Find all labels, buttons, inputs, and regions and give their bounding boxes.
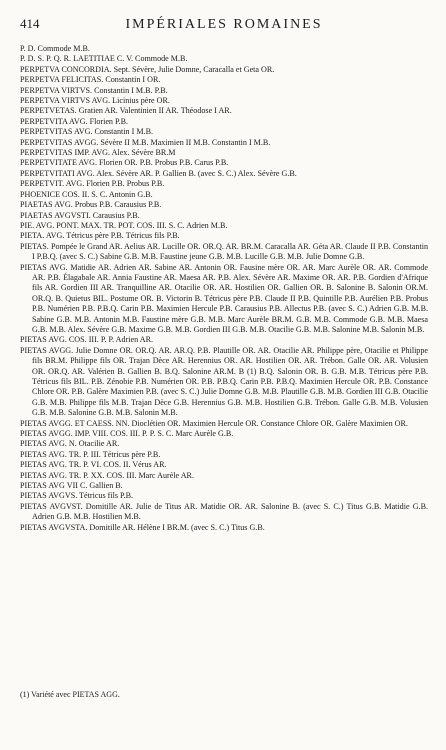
- footnote: (1) Variété avec PIETAS AGG.: [20, 690, 120, 699]
- running-title: IMPÉRIALES ROMAINES: [125, 17, 323, 32]
- legend-entry: PERPETVIT. AVG. Florien P.B. Probus P.B.: [20, 179, 165, 189]
- legend-entry: PERPETVITATE AVG. Florien OR. P.B. Probus P.B. Carus P.B.: [20, 158, 229, 168]
- legend-entry: PERPETVITATI AVG. Alex. Sévère AR. P. Gallien B. (avec S. C.) Alex. Sévère G.B.: [20, 168, 297, 178]
- legend-entry: PIETA. AVG. Tétricus père P.B. Tétricus fils P.B.: [20, 231, 180, 241]
- legend-entry: PERPETVETAS. Gratien AR. Valentinien II AR. Théodose I AR.: [20, 106, 232, 116]
- legend-entry: PERPETVITAS AVGG. Sévère II M.B. Maximien II M.B. Constantin I M.B.: [20, 137, 271, 147]
- legend-entry: PIETAS AVG. TR. P. III. Tétricus père P.B.: [20, 449, 161, 459]
- page-header: [20, 16, 428, 42]
- legend-entry: PERPETVITA AVG. Florien P.B.: [20, 116, 129, 126]
- legend-list: [20, 44, 428, 533]
- legend-entry: PIETAS AVGVS. Tétricus fils P.B.: [20, 491, 134, 501]
- legend-entry: PIETAS AVG. Matidie AR. Adrien AR. Sabine AR. Antonin OR. Fausine mère OR. AR. Marc Aurèle OR. AR. Commode AR. P.B. Élagabale AR. Annia Faustine AR. Maesa AR. P.B. Alex. Sévère AR. Maxime OR. AR. P.B. Gordien d'Afrique fils AR. Gordien III AR. Tranquilline AR. Otacilie OR. AR. Hostilien OR. Gallien OR. B. Salonine B. Salonin OR.M. OR.Q. B. Quietus BIL. Postume OR. B. Victorin B. Tétricus père P.B. Claude II P.B. Quintille P.B. Aurélien P.B. Probus P.B. Numérien P.B. P.B.Q. Carin P.B. Maximien Hercule P.B. Carausius P.B. Allectus P.B. (avec S. C.) Adrien G.B. M.B. Sabine G.B. M.B. Antonin M.B. Faustine mère G.B. M.B. Marc Aurèle BR.M. G.B. M.B. Commode G.B. M.B. Maesa G.B. M.B. Alex. Sévère G.B. Maxime G.B. M.B. Gordien III G.B. M.B. Otacilie G.B. M.B. Salonine M.B. Salonin M.B.: [20, 262, 428, 334]
- legend-entry: PIETAS AVGVST. Domitille AR. Julie de Titus AR. Matidie OR. AR. Salonine B. (avec S. C.) Titus G.B. Matidie G.B. Adrien G.B. M.B. Hostilien M.B.: [20, 501, 428, 522]
- legend-entry: PIETAS AVG. TR. P. XX. COS. III. Marc Aurèle AR.: [20, 470, 194, 480]
- page-number: 414: [20, 16, 40, 31]
- legend-entry: P. D. Commode M.B.: [20, 44, 90, 53]
- legend-entry: PIETAS AVG. COS. III. P. P. Adrien AR.: [20, 335, 153, 345]
- legend-entry: PIE. AVG. PONT. MAX. TR. POT. COS. III. S. C. Adrien M.B.: [20, 220, 228, 230]
- legend-entry: P. D. S. P. Q. R. LAETITIAE C. V. Commode M.B.: [20, 54, 188, 64]
- legend-entry: PIETAS AVGG. IMP. VIII. COS. III. P. P. S. C. Marc Aurèle G.B.: [20, 429, 234, 439]
- legend-entry: PIETAS AVG. TR. P. VI. COS. II. Vérus AR.: [20, 460, 167, 470]
- legend-entry: PIAETAS AVG. Probus P.B. Carausius P.B.: [20, 200, 162, 210]
- legend-entry: PIETAS AVGVSTA. Domitille AR. Hélène I BR.M. (avec S. C.) Titus G.B.: [20, 522, 265, 532]
- legend-entry: PERPETVA CONCORDIA. Sept. Sévère, Julie Domne, Caracalla et Geta OR.: [20, 64, 275, 74]
- legend-entry: PIETAS AVG VII C. Gallien B.: [20, 481, 123, 491]
- legend-entry: PERPETVA FELICITAS. Constantin I OR.: [20, 75, 161, 85]
- legend-entry: PIETAS. Pompée le Grand AR. Aelius AR. Lucille OR. OR.Q. AR. BR.M. Caracalla AR. Géta AR. Claude II P.B. Constantin I P.B.Q. (avec S. C.) Sabine G.B. M.B. Faustine jeune G.B. M.B. Lucille G.B. M.B. Julie Domne G.B.: [20, 241, 428, 262]
- legend-entry: PHOENICE COS. II. S. C. Antonin G.B.: [20, 189, 153, 199]
- legend-entry: PERPETVA VIRTVS. Constantin I M.B. P.B.: [20, 85, 168, 95]
- legend-entry: PERPETVITAS AVG. Constantin I M.B.: [20, 127, 153, 137]
- legend-entry: PIAETAS AVGVSTI. Carausius P.B.: [20, 210, 140, 220]
- legend-entry: PERPETVITAS IMP. AVG. Alex. Sévère BR.M: [20, 148, 176, 158]
- legend-entry: PIETAS AVG. N. Otacilie AR.: [20, 439, 120, 449]
- legend-entry: PIETAS AVGG. ET CAESS. NN. Dioclétien OR. Maximien Hercule OR. Constance Chlore OR. Galère Maximien OR.: [20, 418, 408, 428]
- legend-entry: PIETAS AVGG. Julie Domne OR. OR.Q. AR. AR.Q. P.B. Plautille OR. AR. Otacilie AR. Philippe père, Otacilie et Philippe fils BR.M. Philippe fils OR. Trajan Dèce AR. Herennius OR. AR. Hostilien OR. AR. Trébon. Galle OR. AR. Volusien OR. OR.Q. AR. Valérien B. Gallien B. B.Q. Salonine AR.M. B (1) B.Q. Salonin OR. B. G.B. M.B. Tétricus père P.B. Tétricus fils BIL. P.B. Zénobie P.B. Numérien OR. P.B. P.B.Q. Carin P.B. P.B.Q. Maximien Hercule OR. P.B. Constance Chlore OR. P.B. Galère Maximien P.B. (avec S. C.) Julie Domne G.B. M.B. Plautille G.B. M.B. Gordien III G.B. Otacilie G.B. M.B. Philippe fils M.B. Trajan Dèce G.B. Herennius G.B. M.B. Hostilien G.B. Trébon. Galle G.B. M.B. Volusien G.B. M.B. Salonine G.B. M.B. Salonin M.B.: [20, 345, 428, 418]
- legend-entry: PERPETVA VIRTVS AVG. Licinius père OR.: [20, 96, 170, 106]
